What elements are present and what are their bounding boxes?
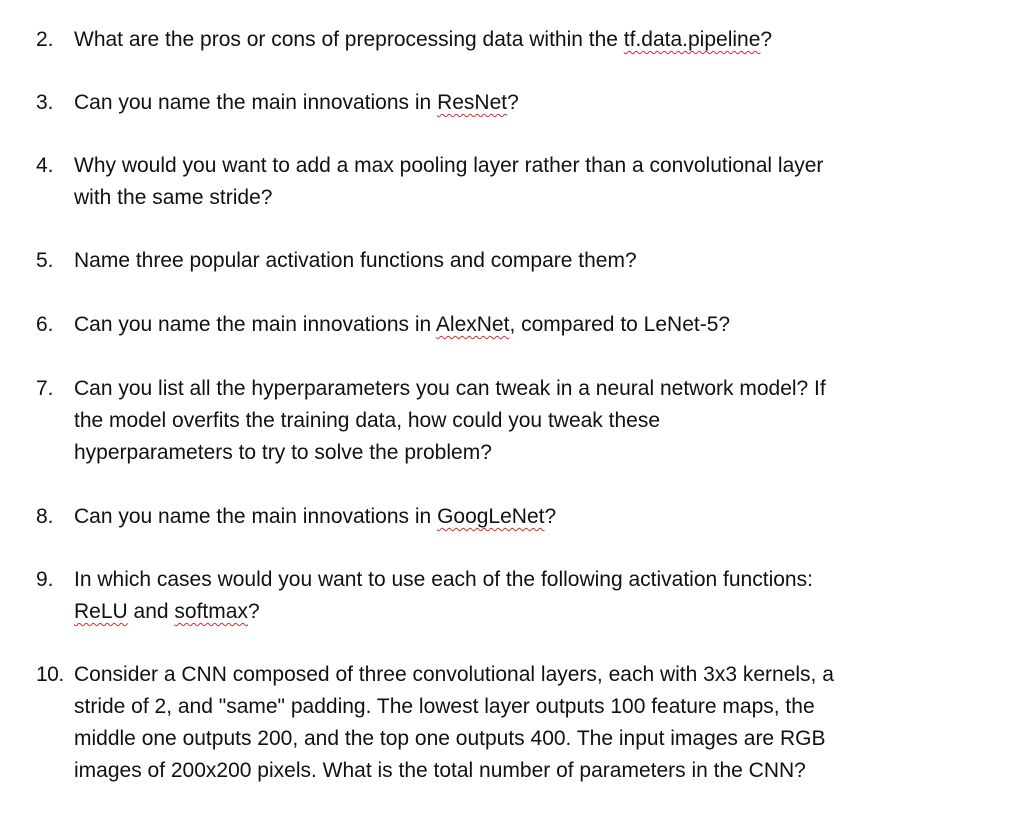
question-5 <box>36 245 996 277</box>
question-line: the model overfits the training data, how could you tweak these <box>74 409 661 432</box>
question-3 <box>36 87 996 119</box>
question-text <box>74 564 996 628</box>
question-2 <box>36 24 996 56</box>
question-number: 2. <box>36 28 54 51</box>
question-line: In which cases would you want to use each of the following activation functions: <box>74 568 813 591</box>
question-text <box>74 150 996 214</box>
question-10 <box>36 659 996 787</box>
spellcheck-word: AlexNet <box>435 313 510 336</box>
question-6 <box>36 309 996 341</box>
question-number: 4. <box>36 154 54 177</box>
question-line: hyperparameters to try to solve the problem? <box>74 441 492 464</box>
question-line: images of 200x200 pixels. What is the total number of parameters in the CNN? <box>74 759 806 782</box>
question-number: 10. <box>36 663 64 686</box>
question-number: 7. <box>36 377 54 400</box>
question-line: ReLU and softmax? <box>74 600 260 623</box>
spellcheck-word: ResNet <box>437 91 508 114</box>
question-number: 6. <box>36 313 54 336</box>
spellcheck-word: softmax <box>174 600 248 623</box>
question-line: middle one outputs 200, and the top one outputs 400. The input images are RGB <box>74 727 826 750</box>
question-number: 3. <box>36 91 54 114</box>
question-text: Name three popular activation functions and compare them? <box>74 249 637 272</box>
question-line: Consider a CNN composed of three convolutional layers, each with 3x3 kernels, a <box>74 663 834 686</box>
question-line: Why would you want to add a max pooling layer rather than a convolutional layer <box>74 154 824 177</box>
question-9 <box>36 564 996 628</box>
spellcheck-word: GoogLeNet <box>437 505 545 528</box>
question-number: 5. <box>36 249 54 272</box>
question-line: with the same stride? <box>74 186 273 209</box>
question-4 <box>36 150 996 214</box>
question-line: stride of 2, and "same" padding. The lowest layer outputs 100 feature maps, the <box>74 695 815 718</box>
question-text <box>74 659 996 787</box>
spellcheck-word: ReLU <box>74 600 128 623</box>
question-7 <box>36 373 996 469</box>
question-text: Can you name the main innovations in AlexNet, compared to LeNet-5? <box>74 313 731 336</box>
question-text: What are the pros or cons of preprocessing data within the tf.data.pipeline? <box>74 28 773 51</box>
question-text: Can you name the main innovations in GoogLeNet? <box>74 505 557 528</box>
spellcheck-word: tf.data.pipeline <box>623 28 761 51</box>
question-text <box>74 373 996 469</box>
question-8 <box>36 501 996 533</box>
question-text: Can you name the main innovations in ResNet? <box>74 91 519 114</box>
question-number: 8. <box>36 505 54 528</box>
question-number: 9. <box>36 568 54 591</box>
question-line: Can you list all the hyperparameters you can tweak in a neural network model? If <box>74 377 826 400</box>
